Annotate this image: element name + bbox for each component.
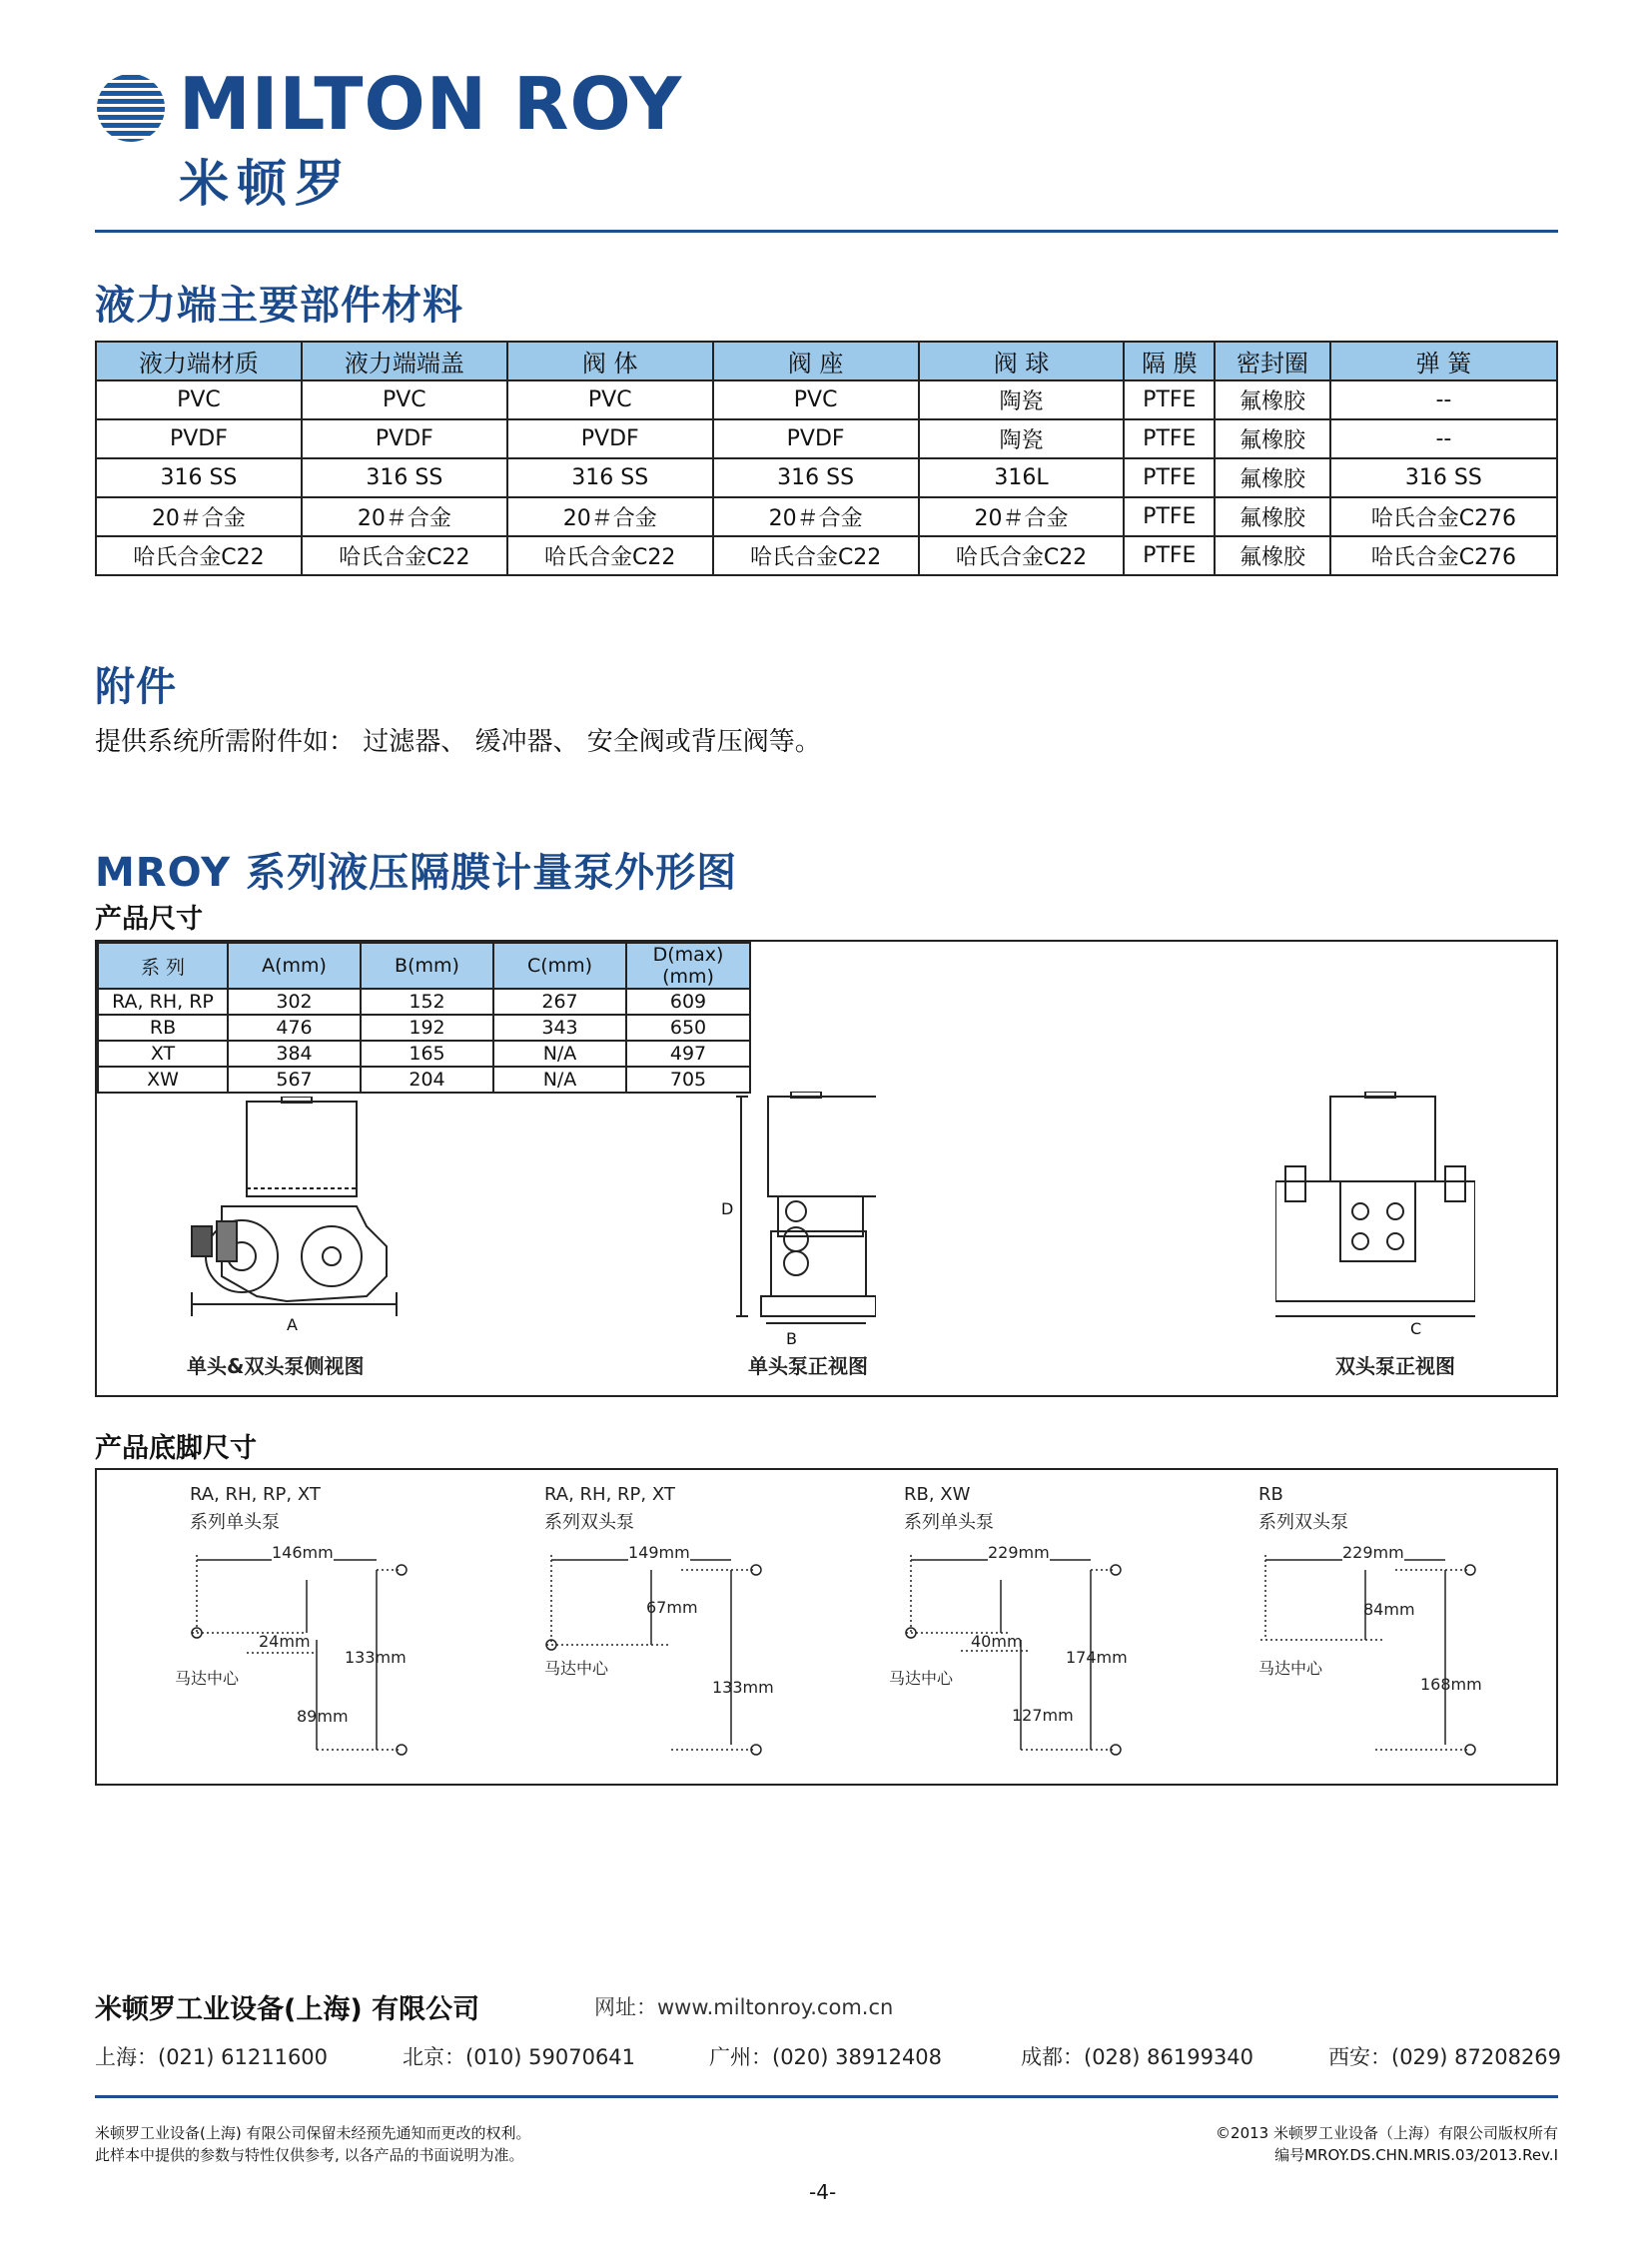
table-cell: 497 <box>626 1041 750 1067</box>
footprint-height: 174mm <box>1066 1648 1128 1667</box>
footprint-type: 系列单头泵 <box>904 1512 994 1533</box>
materials-header-row <box>96 342 1557 380</box>
table-cell: PVC <box>96 380 302 419</box>
footprint-panel <box>95 1468 1558 1786</box>
table-cell: 氟橡胶 <box>1215 497 1330 536</box>
disclaimer-line-1: 米顿罗工业设备(上海) 有限公司保留未经预先通知而更改的权利。 <box>95 2124 531 2142</box>
table-cell: 267 <box>493 989 626 1015</box>
footprint-height: 168mm <box>1420 1675 1482 1694</box>
footprint-type: 系列双头泵 <box>1258 1512 1348 1533</box>
table-cell: N/A <box>493 1067 626 1093</box>
table-cell: 316 SS <box>507 458 713 497</box>
footprint-width: 229mm <box>988 1543 1050 1562</box>
table-cell: 哈氏合金C22 <box>919 536 1125 575</box>
contact-shanghai: 上海：(021) 61211600 <box>95 2045 329 2069</box>
table-cell: 20＃合金 <box>507 497 713 536</box>
caption-single-front: 单头泵正视图 <box>748 1354 868 1378</box>
table-cell: RB <box>98 1015 228 1041</box>
footprint-series: RB <box>1258 1484 1283 1505</box>
footprint-offset-a: 40mm <box>971 1632 1023 1651</box>
footprint-width: 229mm <box>1342 1543 1404 1562</box>
materials-table <box>95 341 1558 576</box>
table-cell: 609 <box>626 989 750 1015</box>
caption-side-view: 单头&双头泵侧视图 <box>187 1354 365 1378</box>
table-cell: PVDF <box>713 419 919 458</box>
table-cell: 384 <box>228 1041 361 1067</box>
table-cell: PTFE <box>1124 419 1215 458</box>
table-cell: 316 SS <box>96 458 302 497</box>
table-cell: 204 <box>361 1067 493 1093</box>
dim-header: 系 列 <box>98 943 228 989</box>
caption-double-front: 双头泵正视图 <box>1335 1354 1455 1378</box>
header-rule <box>95 230 1558 233</box>
table-cell: 165 <box>361 1041 493 1067</box>
footprint-type: 系列双头泵 <box>544 1512 634 1533</box>
page-number: -4- <box>809 2180 837 2204</box>
table-cell: 哈氏合金C22 <box>302 536 507 575</box>
mat-header: 隔 膜 <box>1124 342 1215 380</box>
table-cell: PTFE <box>1124 458 1215 497</box>
mat-header: 阀 球 <box>919 342 1125 380</box>
footprint-offset-a: 24mm <box>259 1632 311 1651</box>
table-row <box>96 458 1557 497</box>
table-row <box>96 419 1557 458</box>
dim-letter-a: A <box>287 1315 298 1334</box>
table-cell: -- <box>1330 380 1557 419</box>
dimension-panel <box>95 940 1558 1397</box>
table-cell: PTFE <box>1124 536 1215 575</box>
footprint-offset-a: 67mm <box>646 1598 698 1617</box>
side-view-drawing <box>187 1097 426 1326</box>
table-cell: -- <box>1330 419 1557 458</box>
brand-name-en: MILTON ROY <box>179 62 683 146</box>
footprint-offset-b: 89mm <box>297 1707 349 1726</box>
table-cell: PVC <box>507 380 713 419</box>
table-row <box>96 536 1557 575</box>
table-cell: 陶瓷 <box>919 419 1125 458</box>
table-cell: 哈氏合金C22 <box>507 536 713 575</box>
disclaimer-line-2: 此样本中提供的参数与特性仅供参考, 以各产品的书面说明为准。 <box>95 2146 524 2164</box>
table-cell: 哈氏合金C276 <box>1330 536 1557 575</box>
table-cell: 705 <box>626 1067 750 1093</box>
table-cell: 192 <box>361 1015 493 1041</box>
dim-header: B(mm) <box>361 943 493 989</box>
contact-xian: 西安：(029) 87208269 <box>1328 2045 1562 2069</box>
logo <box>95 62 694 213</box>
table-cell: 302 <box>228 989 361 1015</box>
table-cell: PVDF <box>507 419 713 458</box>
table-cell: 氟橡胶 <box>1215 419 1330 458</box>
table-row <box>98 1041 750 1067</box>
materials-title: 液力端主要部件材料 <box>95 283 463 329</box>
table-cell: 哈氏合金C22 <box>96 536 302 575</box>
table-cell: 氟橡胶 <box>1215 380 1330 419</box>
table-cell: 316L <box>919 458 1125 497</box>
document-number: 编号MROY.DS.CHN.MRIS.03/2013.Rev.I <box>1274 2146 1558 2164</box>
globe-icon <box>95 72 167 144</box>
motor-center-label: 马达中心 <box>544 1659 609 1678</box>
table-cell: PVC <box>302 380 507 419</box>
table-cell: 20＃合金 <box>302 497 507 536</box>
dim-letter-c: C <box>1410 1319 1422 1338</box>
table-cell: N/A <box>493 1041 626 1067</box>
table-row <box>96 497 1557 536</box>
table-row <box>98 989 750 1015</box>
motor-center-label: 马达中心 <box>175 1669 240 1688</box>
table-cell: 20＃合金 <box>96 497 302 536</box>
footprint-series: RA, RH, RP, XT <box>190 1484 321 1505</box>
dim-header: C(mm) <box>493 943 626 989</box>
mat-header: 阀 体 <box>507 342 713 380</box>
table-cell: XT <box>98 1041 228 1067</box>
table-cell: RA, RH, RP <box>98 989 228 1015</box>
contact-beijing: 北京：(010) 59070641 <box>403 2045 636 2069</box>
table-cell: 650 <box>626 1015 750 1041</box>
footprint-title: 产品底脚尺寸 <box>95 1433 257 1464</box>
table-cell: PVDF <box>302 419 507 458</box>
table-cell: 氟橡胶 <box>1215 536 1330 575</box>
footprint-height: 133mm <box>712 1678 774 1697</box>
accessories-title: 附件 <box>95 664 177 710</box>
table-cell: 20＃合金 <box>713 497 919 536</box>
dim-header-row <box>98 943 750 989</box>
table-cell: 567 <box>228 1067 361 1093</box>
dim-header: A(mm) <box>228 943 361 989</box>
size-title: 产品尺寸 <box>95 904 203 935</box>
table-cell: 哈氏合金C22 <box>713 536 919 575</box>
footprint-width: 146mm <box>272 1543 334 1562</box>
table-cell: 20＃合金 <box>919 497 1125 536</box>
motor-center-label: 马达中心 <box>889 1669 954 1688</box>
table-cell: PTFE <box>1124 380 1215 419</box>
dimension-table <box>97 942 751 1094</box>
table-cell: 316 SS <box>713 458 919 497</box>
table-cell: 氟橡胶 <box>1215 458 1330 497</box>
dim-letter-d: D <box>721 1199 734 1218</box>
brand-name-cn: 米顿罗 <box>179 155 353 213</box>
outline-title: MROY 系列液压隔膜计量泵外形图 <box>95 850 738 896</box>
table-cell: PVC <box>713 380 919 419</box>
contact-guangzhou: 广州：(020) 38912408 <box>709 2045 943 2069</box>
footprint-offset-a: 84mm <box>1363 1600 1415 1619</box>
table-cell: 152 <box>361 989 493 1015</box>
table-cell: PVDF <box>96 419 302 458</box>
table-cell: 343 <box>493 1015 626 1041</box>
mat-header: 液力端端盖 <box>302 342 507 380</box>
footprint-type: 系列单头泵 <box>190 1512 280 1533</box>
footer-company: 米顿罗工业设备(上海) 有限公司 <box>95 1994 480 2025</box>
mat-header: 阀 座 <box>713 342 919 380</box>
copyright: ©2013 米顿罗工业设备（上海）有限公司版权所有 <box>1216 2124 1558 2142</box>
motor-center-label: 马达中心 <box>1258 1659 1323 1678</box>
table-cell: 476 <box>228 1015 361 1041</box>
footer-website: 网址：www.miltonroy.com.cn <box>594 1995 894 2019</box>
table-cell: 陶瓷 <box>919 380 1125 419</box>
accessories-text: 提供系统所需附件如： 过滤器、 缓冲器、 安全阀或背压阀等。 <box>95 727 821 757</box>
table-cell: 316 SS <box>302 458 507 497</box>
double-front-view-drawing <box>1275 1092 1475 1331</box>
table-cell: 316 SS <box>1330 458 1557 497</box>
dim-header: D(max)(mm) <box>626 943 750 989</box>
table-row <box>96 380 1557 419</box>
footprint-width: 149mm <box>628 1543 690 1562</box>
footer-rule <box>95 2095 1558 2098</box>
table-cell: XW <box>98 1067 228 1093</box>
table-cell: 哈氏合金C276 <box>1330 497 1557 536</box>
table-row <box>98 1015 750 1041</box>
mat-header: 液力端材质 <box>96 342 302 380</box>
footprint-offset-b: 127mm <box>1012 1706 1074 1725</box>
footprint-series: RB, XW <box>904 1484 971 1505</box>
footprint-series: RA, RH, RP, XT <box>544 1484 675 1505</box>
mat-header: 密封圈 <box>1215 342 1330 380</box>
table-cell: PTFE <box>1124 497 1215 536</box>
table-row <box>98 1067 750 1093</box>
single-front-view-drawing <box>736 1092 876 1331</box>
mat-header: 弹 簧 <box>1330 342 1557 380</box>
dim-letter-b: B <box>786 1329 797 1348</box>
footprint-height: 133mm <box>345 1648 407 1667</box>
contact-chengdu: 成都：(028) 86199340 <box>1021 2045 1254 2069</box>
